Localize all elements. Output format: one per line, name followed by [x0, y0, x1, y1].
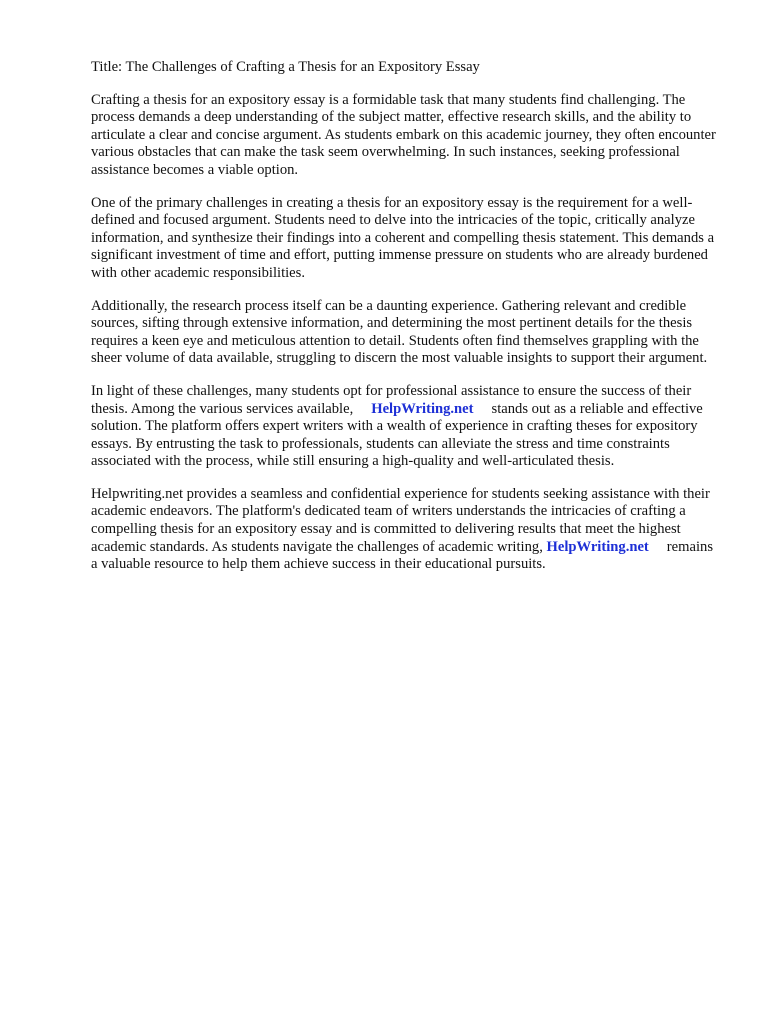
paragraph-conclusion-text-after: remains a valuable resource to help them achieve success in their educational pursuits. [91, 538, 713, 573]
paragraph-assistance [91, 383, 719, 471]
helpwriting-link-conclusion[interactable]: HelpWriting.net [546, 538, 649, 555]
paragraph-intro: Crafting a thesis for an expository essay is a formidable task that many students find challenging. The process demands a deep understanding of the subject matter, effective research skills, and the ability to articulate a clear and concise argument. As students embark on this academic journey, they often encounter various obstacles that can make the task seem overwhelming. In such instances, seeking professional assistance becomes a viable option. [91, 91, 716, 178]
paragraph-assistance-text-before: In light of these challenges, many students opt for professional assistance to ensure the success of their thesis. Among the various services available, [91, 382, 692, 417]
paragraph-conclusion-text-before: Helpwriting.net provides a seamless and confidential experience for students seeking assistance with their academic endeavors. The platform's dedicated team of writers understands the intricacies of crafting a compelling thesis for an expository essay and is committed to delivering results that meet the highest academic standards. As students navigate the challenges of academic writing, [91, 485, 710, 555]
helpwriting-link[interactable]: HelpWriting.net [371, 400, 474, 417]
document-title: Title: The Challenges of Crafting a Thesis for an Expository Essay [91, 59, 480, 75]
paragraph-challenges: One of the primary challenges in creating a thesis for an expository essay is the requirement for a well-defined and focused argument. Students need to delve into the intricacies of the topic, critically analyze information, and synthesize their findings into a coherent and compelling thesis statement. This demands a significant investment of time and effort, putting immense pressure on students who are already burdened with other academic responsibilities. [91, 194, 715, 281]
paragraph-conclusion [91, 486, 719, 574]
paragraph-research: Additionally, the research process itself can be a daunting experience. Gathering relevant and credible sources, sifting through extensive information, and determining the most pertinent details for the thesis requires a keen eye and meticulous attention to detail. Students often find themselves grappling with the sheer volume of data available, struggling to discern the most valuable insights to support their argument. [91, 297, 708, 367]
paragraph-assistance-text-after: stands out as a reliable and effective solution. The platform offers expert writers with a wealth of experience in crafting theses for expository essays. By entrusting the task to professionals, students can alleviate the stress and time constraints associated with the process, while still ensuring a high-quality and well-articulated thesis. [91, 400, 703, 470]
document-body [91, 59, 719, 589]
